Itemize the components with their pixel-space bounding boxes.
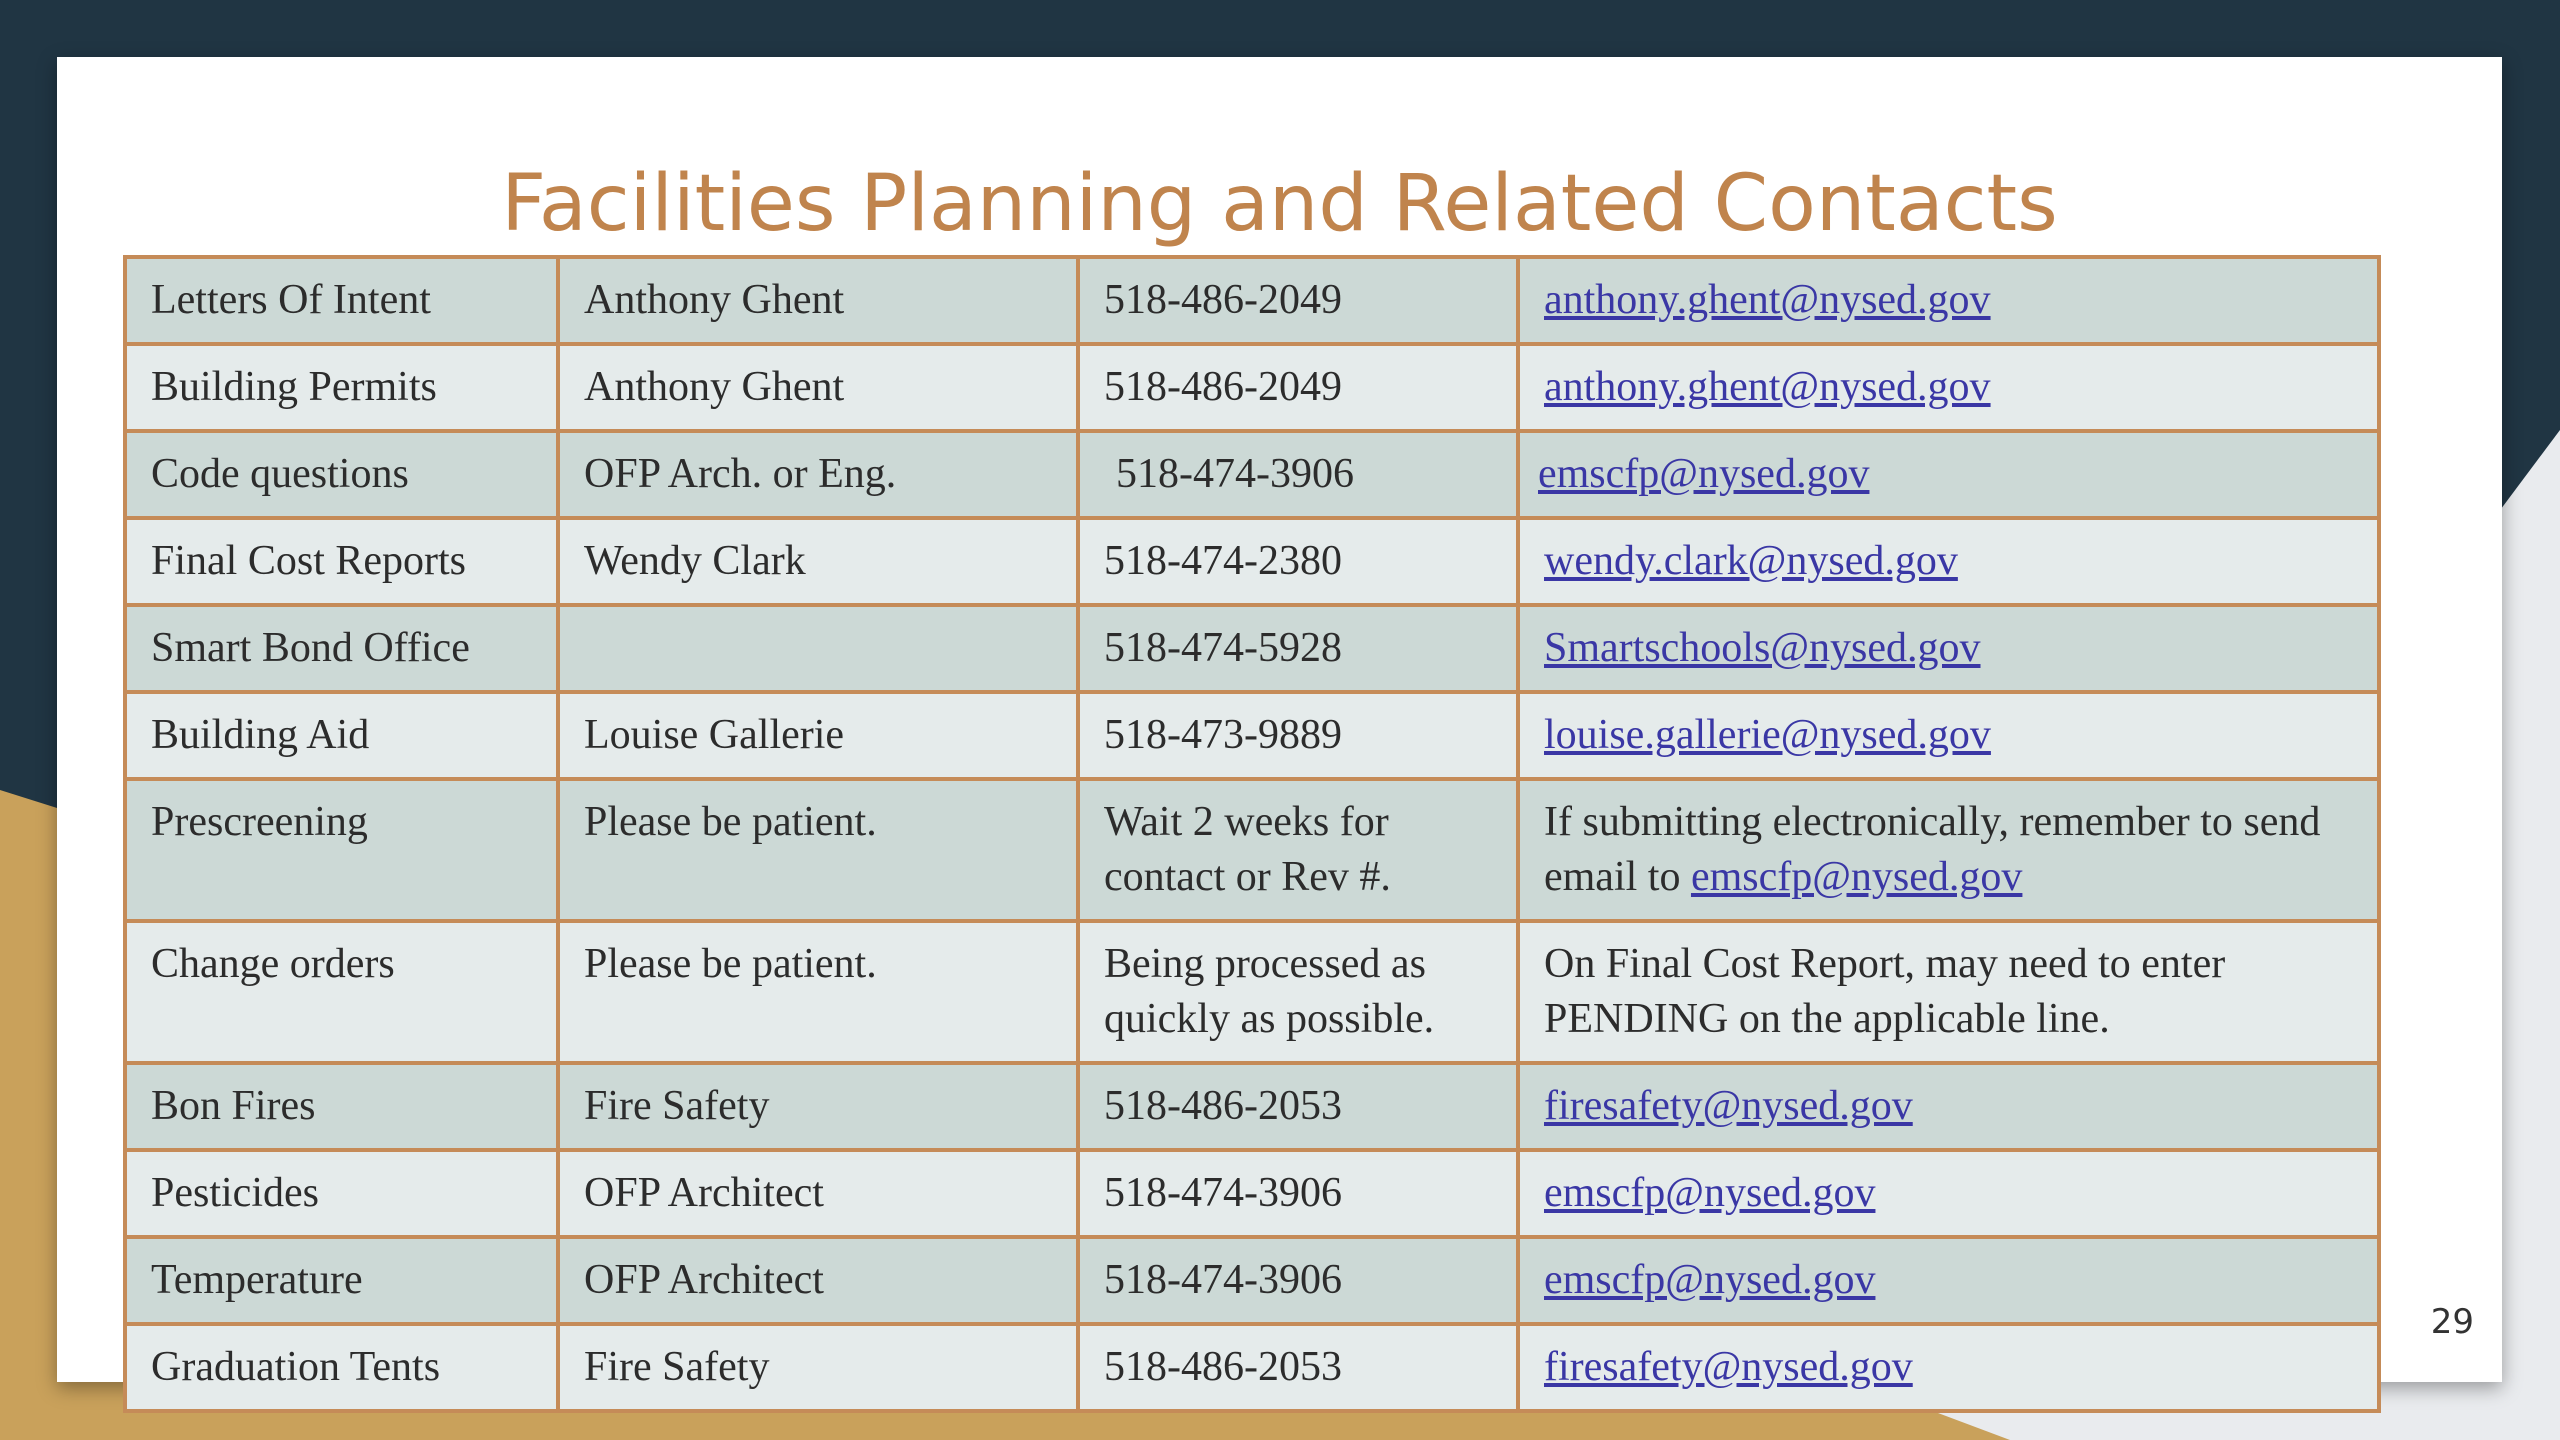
table-row — [125, 921, 2379, 1063]
table-row — [125, 605, 2379, 692]
phone-cell: 518-486-2049 — [1078, 257, 1518, 344]
email-cell — [1518, 1324, 2379, 1411]
contact-cell: OFP Architect — [558, 1150, 1078, 1237]
phone-cell: Wait 2 weeks for contact or Rev #. — [1078, 779, 1518, 921]
email-cell — [1518, 257, 2379, 344]
phone-cell: 518-486-2053 — [1078, 1063, 1518, 1150]
email-link[interactable]: firesafety@nysed.gov — [1544, 1083, 1913, 1129]
email-link[interactable]: wendy.clark@nysed.gov — [1544, 538, 1958, 584]
topic-cell: Building Permits — [125, 344, 558, 431]
phone-cell: 518-474-2380 — [1078, 518, 1518, 605]
contacts-table — [123, 255, 2381, 1413]
table-row — [125, 1150, 2379, 1237]
contact-cell: Fire Safety — [558, 1063, 1078, 1150]
email-cell — [1518, 1063, 2379, 1150]
email-link[interactable]: anthony.ghent@nysed.gov — [1544, 364, 1991, 410]
table-row — [125, 431, 2379, 518]
topic-cell: Change orders — [125, 921, 558, 1063]
contact-cell: Louise Gallerie — [558, 692, 1078, 779]
topic-cell: Bon Fires — [125, 1063, 558, 1150]
contact-cell: Please be patient. — [558, 779, 1078, 921]
email-link[interactable]: emscfp@nysed.gov — [1544, 1257, 1876, 1303]
email-cell — [1518, 344, 2379, 431]
topic-cell: Temperature — [125, 1237, 558, 1324]
email-link[interactable]: emscfp@nysed.gov — [1538, 451, 1870, 497]
topic-cell: Code questions — [125, 431, 558, 518]
phone-cell: 518-474-3906 — [1078, 1237, 1518, 1324]
contact-cell: OFP Architect — [558, 1237, 1078, 1324]
table-row — [125, 344, 2379, 431]
email-link[interactable]: anthony.ghent@nysed.gov — [1544, 277, 1991, 323]
phone-cell: 518-474-3906 — [1078, 431, 1518, 518]
table-row — [125, 779, 2379, 921]
phone-cell: 518-486-2049 — [1078, 344, 1518, 431]
email-link[interactable]: firesafety@nysed.gov — [1544, 1344, 1913, 1390]
phone-cell: 518-474-5928 — [1078, 605, 1518, 692]
topic-cell: Building Aid — [125, 692, 558, 779]
note-text: If submitting electronically, remember to send email to — [1544, 799, 2321, 900]
email-link[interactable]: louise.gallerie@nysed.gov — [1544, 712, 1991, 758]
contact-cell: Wendy Clark — [558, 518, 1078, 605]
topic-cell: Smart Bond Office — [125, 605, 558, 692]
contact-cell: Fire Safety — [558, 1324, 1078, 1411]
topic-cell: Pesticides — [125, 1150, 558, 1237]
email-cell — [1518, 431, 2379, 518]
email-cell — [1518, 1237, 2379, 1324]
email-cell — [1518, 518, 2379, 605]
table-row — [125, 518, 2379, 605]
contact-cell: OFP Arch. or Eng. — [558, 431, 1078, 518]
topic-cell: Final Cost Reports — [125, 518, 558, 605]
topic-cell: Prescreening — [125, 779, 558, 921]
contact-cell: Please be patient. — [558, 921, 1078, 1063]
slide-title: Facilities Planning and Related Contacts — [501, 159, 2058, 249]
note-cell: On Final Cost Report, may need to enter PENDING on the applicable line. — [1518, 921, 2379, 1063]
email-link[interactable]: emscfp@nysed.gov — [1544, 1170, 1876, 1216]
phone-cell: Being processed as quickly as possible. — [1078, 921, 1518, 1063]
note-cell — [1518, 779, 2379, 921]
table-row — [125, 1324, 2379, 1411]
topic-cell: Letters Of Intent — [125, 257, 558, 344]
email-cell — [1518, 605, 2379, 692]
table-row — [125, 1237, 2379, 1324]
page-number: 29 — [2430, 1302, 2474, 1342]
phone-cell: 518-486-2053 — [1078, 1324, 1518, 1411]
table-row — [125, 1063, 2379, 1150]
email-cell — [1518, 1150, 2379, 1237]
contact-cell — [558, 605, 1078, 692]
table-row — [125, 692, 2379, 779]
email-link[interactable]: emscfp@nysed.gov — [1690, 854, 2023, 900]
email-cell — [1518, 692, 2379, 779]
contact-cell: Anthony Ghent — [558, 344, 1078, 431]
email-link[interactable]: Smartschools@nysed.gov — [1544, 625, 1981, 671]
phone-cell: 518-474-3906 — [1078, 1150, 1518, 1237]
slide — [57, 57, 2502, 1390]
contact-cell: Anthony Ghent — [558, 257, 1078, 344]
table-row — [125, 257, 2379, 344]
topic-cell: Graduation Tents — [125, 1324, 558, 1411]
phone-cell: 518-473-9889 — [1078, 692, 1518, 779]
